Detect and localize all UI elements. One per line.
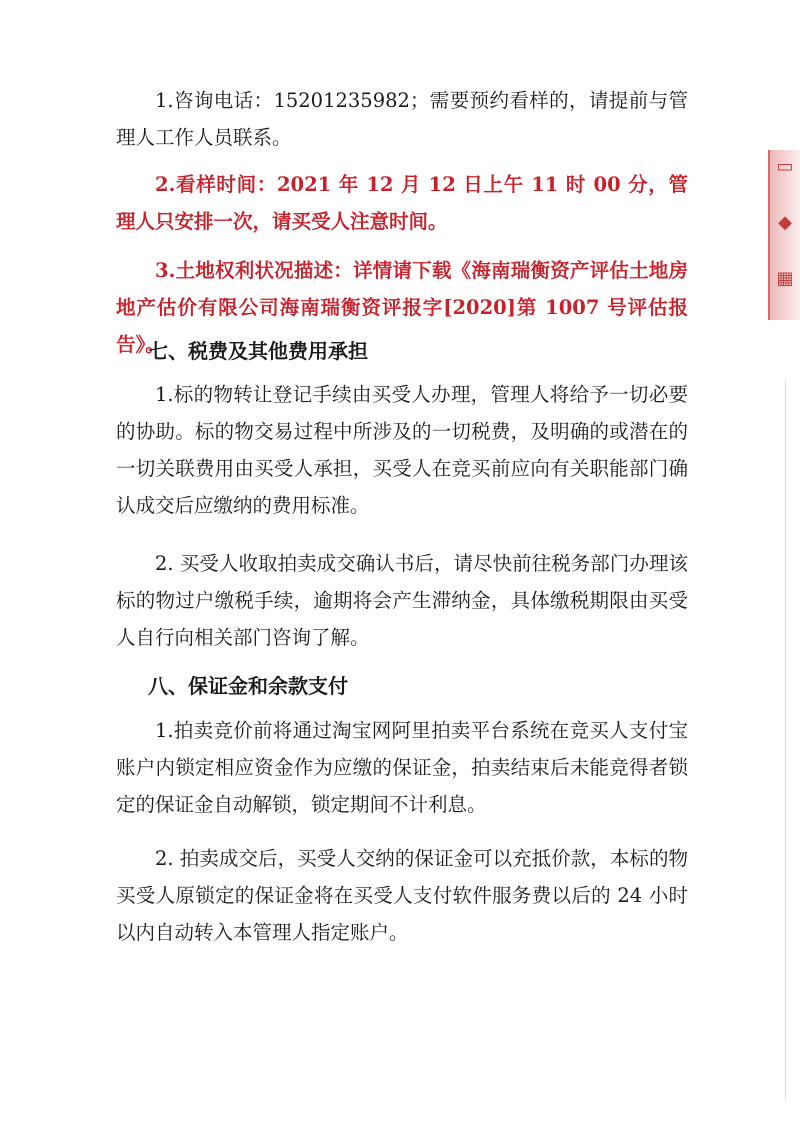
paragraph-deposit-offset: 2. 拍卖成交后，买受人交纳的保证金可以充抵价款，本标的物买受人原锁定的保证金将在买受人支付软件服务费以后的 24 小时以内自动转入本管理人指定账户。 (116, 847, 688, 944)
paragraph-land-rights: 3.土地权利状况描述：详情请下载《海南瑞衡资产评估土地房地产估价有限公司海南瑞衡资评报字[2020]第 1007 号评估报告》。 (116, 259, 688, 356)
paragraph-tax-payment: 2. 买受人收取拍卖成交确认书后，请尽快前往税务部门办理该标的物过户缴税手续，逾期将会产生滞纳金，具体缴税期限由买受人自行向相关部门咨询了解。 (116, 552, 688, 649)
seal-mark-middle: ◆ (778, 212, 792, 233)
section-heading-taxes: 七、税费及其他费用承担 (148, 339, 368, 363)
paragraph-transfer-registration: 1.标的物转让登记手续由买受人办理，管理人将给予一切必要的协助。标的物交易过程中所涉及的一切税费，及明确的或潜在的一切关联费用由买受人承担，买受人在竞买前应向有关职能部门确认成交后应缴纳的费用标准。 (116, 383, 688, 517)
paragraph-viewing-time: 2.看样时间：2021 年 12 月 12 日上午 11 时 00 分，管理人只安排一次，请买受人注意时间。 (116, 173, 688, 233)
seal-mark-top: ▭ (776, 156, 794, 177)
section-heading-deposit: 八、保证金和余款支付 (148, 674, 348, 698)
seal-mark-bottom: ▦ (776, 268, 794, 289)
scan-edge-line (785, 380, 786, 1100)
paragraph-contact-phone: 1.咨询电话：15201235982；需要预约看样的，请提前与管理人工作人员联系。 (116, 89, 688, 149)
paragraph-deposit-lock: 1.拍卖竞价前将通过淘宝网阿里拍卖平台系统在竞买人支付宝账户内锁定相应资金作为应缴的保证金，拍卖结束后未能竞得者锁定的保证金自动解锁，锁定期间不计利息。 (116, 719, 688, 816)
red-seal-stamp (768, 150, 800, 320)
